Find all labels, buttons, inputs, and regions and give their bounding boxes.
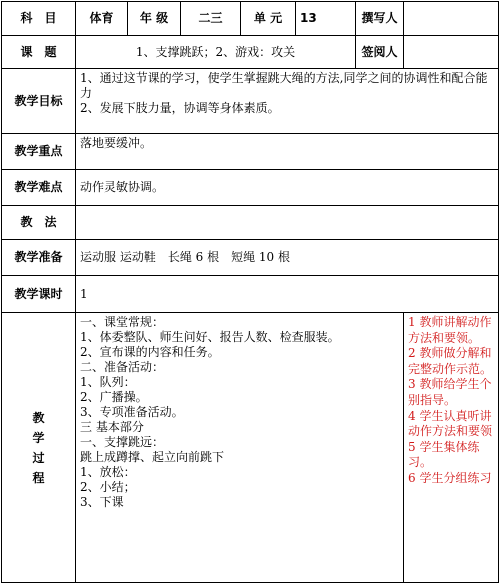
periods-row <box>2 276 499 313</box>
difficulty-row <box>2 170 499 206</box>
process-step: 2、小结； <box>80 480 136 494</box>
process-label <box>2 313 76 583</box>
header-row <box>2 2 499 36</box>
subject-label: 科 目 <box>2 2 76 36</box>
grade-label: 年 级 <box>128 2 181 36</box>
goals-row <box>2 69 499 134</box>
process-step: 1、放松： <box>80 465 136 479</box>
process-label-char-4: 程 <box>32 470 45 485</box>
process-step: 2、宣布课的内容和任务。 <box>80 345 220 359</box>
process-label-char-3: 过 <box>32 450 45 465</box>
difficulty-value: 动作灵敏协调。 <box>76 170 499 206</box>
process-note: 4 学生认真听讲动作方法和要领 <box>408 408 493 439</box>
reviewer-value <box>404 36 499 69</box>
preparation-row <box>2 240 499 276</box>
process-row <box>2 313 499 583</box>
periods-label: 教学课时 <box>2 276 76 313</box>
key-point-row <box>2 134 499 170</box>
process-step: 一、课堂常规： <box>80 315 165 329</box>
process-notes <box>404 313 499 583</box>
process-step: 3、下课 <box>80 495 124 509</box>
writer-label: 撰写人 <box>356 2 404 36</box>
process-step: 1、队列： <box>80 375 136 389</box>
process-step: 二、准备活动： <box>80 360 165 374</box>
goal-line-2: 2、发展下肢力量，协调等身体素质。 <box>80 101 280 115</box>
unit-value: 13 <box>296 2 356 36</box>
goals-label: 教学目标 <box>2 69 76 134</box>
topic-row <box>2 36 499 69</box>
process-step: 一、支撑跳远： <box>80 435 165 449</box>
process-note: 2 教师做分解和完整动作示范。 <box>408 346 493 376</box>
process-label-char-1: 教 <box>32 410 45 425</box>
process-note: 3 教师给学生个别指导。 <box>408 377 492 407</box>
method-row <box>2 206 499 240</box>
process-step: 三 基本部分 <box>80 420 144 434</box>
lesson-plan-table <box>1 1 499 583</box>
process-label-char-2: 学 <box>32 430 45 445</box>
process-step: 2、广播操。 <box>80 390 148 404</box>
unit-label: 单 元 <box>241 2 296 36</box>
preparation-label: 教学准备 <box>2 240 76 276</box>
goals-value <box>76 69 499 134</box>
process-step: 1、体委整队、师生问好、报告人数、检查服装。 <box>80 330 340 344</box>
writer-value <box>404 2 499 36</box>
grade-value: 二三 <box>181 2 241 36</box>
reviewer-label: 签阅人 <box>356 36 404 69</box>
periods-value: 1 <box>76 276 499 313</box>
process-note: 1 教师讲解动作方法和要领。 <box>408 315 492 345</box>
process-step: 3、专项准备活动。 <box>80 405 184 419</box>
preparation-value: 运动服 运动鞋 长绳 6 根 短绳 10 根 <box>76 240 499 276</box>
process-note: 6 学生分组练习 <box>408 470 492 485</box>
topic-label: 课 题 <box>2 36 76 69</box>
key-point-label: 教学重点 <box>2 134 76 170</box>
process-steps <box>76 313 404 583</box>
topic-value: 1、支撑跳跃；2、游戏：攻关 <box>76 36 356 69</box>
method-value <box>76 206 499 240</box>
process-step: 跳上成蹲撑、起立向前跳下 <box>80 450 225 464</box>
process-note: 5 学生集体练习。 <box>408 439 480 470</box>
method-label: 教 法 <box>2 206 76 240</box>
key-point-value: 落地要缓冲。 <box>76 134 499 170</box>
goal-line-1: 1、通过这节课的学习，使学生掌握跳大绳的方法,同学之间的协调性和配合能力 <box>80 71 488 100</box>
subject-value: 体育 <box>76 2 128 36</box>
difficulty-label: 教学难点 <box>2 170 76 206</box>
